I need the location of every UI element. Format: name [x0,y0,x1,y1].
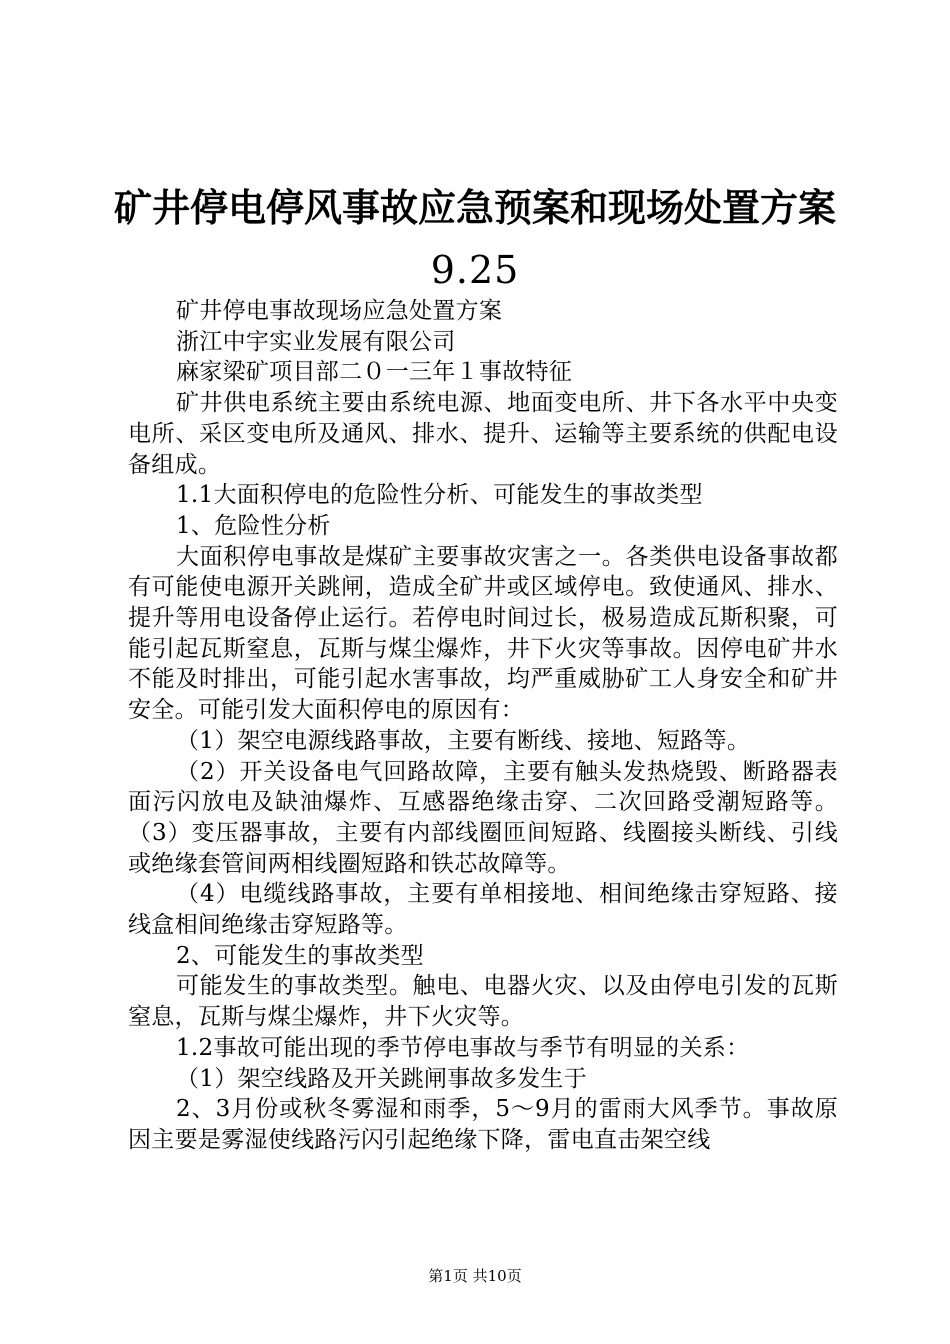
list-item: （1）架空线路及开关跳闸事故多发生于 [176,1065,588,1092]
section-heading: 1.1大面积停电的危险性分析、可能发生的事故类型 [176,482,703,509]
section-heading: 1.2事故可能出现的季节停电事故与季节有明显的关系： [176,1034,750,1061]
page-number-footer: 第1页 共10页 [428,1267,522,1285]
section-heading: 1、危险性分析 [176,512,331,539]
paragraph: 麻家梁矿项目部二０一三年１事故特征 [176,359,573,386]
document-body [128,296,838,1156]
section-heading: 2、可能发生的事故类型 [176,942,424,969]
paragraph: 矿井停电事故现场应急处置方案 [176,298,503,324]
document-title: 矿井停电停风事故应急预案和现场处置方案 [113,185,836,230]
paragraph: 可能发生的事故类型。触电、电器火灾、以及由停电引发的瓦斯窒息，瓦斯与煤尘爆炸，井下火灾等。 [128,973,838,1031]
paragraph: 矿井供电系统主要由系统电源、地面变电所、井下各水平中央变电所、采区变电所及通风、排水、提升、运输等主要系统的供配电设备组成。 [128,390,838,478]
list-item: （2）开关设备电气回路故障，主要有触头发热烧毁、断路器表面污闪放电及缺油爆炸、互感器绝缘击穿、二次回路受潮短路等。（3）变压器事故，主要有内部线圈匝间短路、线圈接头断线、引线或绝缘套管间两相线圈短路和铁芯故障等。 [128,758,838,877]
paragraph: 浙江中宇实业发展有限公司 [176,328,456,355]
list-item: （1）架空电源线路事故，主要有断线、接地、短路等。 [176,727,751,754]
list-item: （4）电缆线路事故，主要有单相接地、相间绝缘击穿短路、接线盒相间绝缘击穿短路等。 [128,881,838,939]
paragraph: 2、3月份或秋冬雾湿和雨季，5～9月的雷雨大风季节。事故原因主要是雾湿使线路污闪引起绝缘下降，雷电直击架空线 [128,1096,838,1153]
paragraph: 大面积停电事故是煤矿主要事故灾害之一。各类供电设备事故都有可能使电源开关跳闸，造成全矿井或区域停电。致使通风、排水、提升等用电设备停止运行。若停电时间过长，极易造成瓦斯积聚，可能引起瓦斯窒息，瓦斯与煤尘爆炸，井下火灾等事故。因停电矿井水不能及时排出，可能引起水害事故，均严重威胁矿工人身安全和矿井安全。可能引发大面积停电的原因有： [128,543,838,724]
document-title-date: 9.25 [430,248,520,292]
